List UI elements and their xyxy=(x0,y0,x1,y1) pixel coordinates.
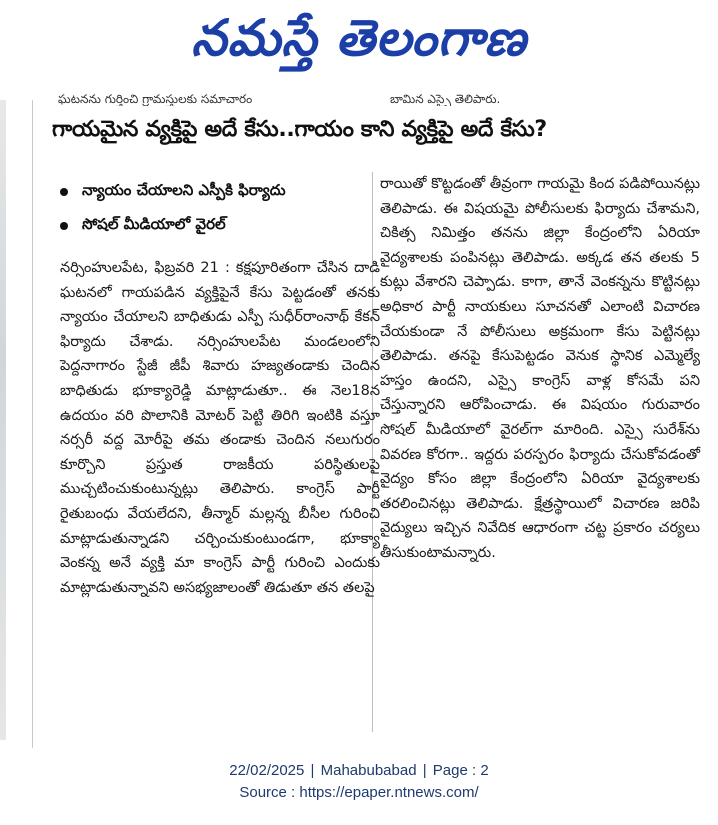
article-column-left xyxy=(60,256,380,600)
bullet-icon xyxy=(60,222,68,230)
footer xyxy=(0,760,718,804)
bullet-text: సోషల్ మీడియాలో వైరల్ xyxy=(82,215,226,233)
footer-date: 22/02/2025 xyxy=(229,762,305,779)
article-headline: గాయమైన వ్యక్తిపై అదే కేసు..గాయం కాని వ్యక్తిపై అదే కేసు? xyxy=(52,117,547,142)
cut-text-right: బామిన ఎస్సై తెలిపారు. xyxy=(390,92,501,106)
bullet-icon xyxy=(60,188,68,196)
bullet-item xyxy=(60,175,370,209)
article-column-right xyxy=(380,172,700,566)
footer-page: Page : 2 xyxy=(432,762,489,779)
cut-text-left: ఘటనను గుర్తించి గ్రామస్తులకు సమాచారం xyxy=(58,92,253,106)
footer-source[interactable]: Source : https://epaper.ntnews.com/ xyxy=(239,784,479,801)
footer-edition: Mahabubabad xyxy=(320,762,417,779)
newspaper-logo: నమస్తే తెలంగాణ xyxy=(191,9,527,67)
bullet-list xyxy=(60,175,370,243)
bullet-item xyxy=(60,209,370,243)
article-body-right: రాయితో కొట్టడంతో తీవ్రంగా గాయమై కింద పడిపోయినట్లు తెలిపాడు. ఈ విషయమై పోలీసులకు ఫిర్యాదు చేశామని, చికిత్స నిమిత్తం తనను జిల్లా కేంద్రంలోని ఏరియా వైద్యశాలకు పంపినట్లు తెలిపాడు. అక్కడ తన తలకు 5 కుట్లు వేశారని చెప్పాడు. కాగా, తానే వెంకన్నను కొట్టినట్లు అధికార పార్టీ నాయకులు సూచనతో ఎలాంటి విచారణ చేయకుండా నే పోలీసులు అక్రమంగా కేసు పెట్టినట్లు తెలిపాడు. తనపై కేసుపెట్టడం వెనుక స్థానిక ఎమ్మెల్యే హస్తం ఉందని, ఎస్సై కాంగ్రెస్ వాళ్ల కోసమే పని చేస్తున్నారని ఆరోపించాడు. ఈ విషయం గురువారం సోషల్ మీడియాలో వైరల్‌గా మారింది. ఎస్సై సురేశ్‌ను వివరణ కోరగా.. ఇద్దరు పరస్పరం ఫిర్యాదు చేసుకోవడంతో వైద్యం కోసం జిల్లా కేంద్రంలోని ఏరియా వైద్యశాలకు తరలించినట్లు తెలిపాడు. క్షేత్రస్థాయిలో విచారణ జరిపి వైద్యులు ఇచ్చిన నివేదిక ఆధారంగా చట్ట ప్రకారం చర్యలు తీసుకుంటామన్నారు. xyxy=(380,176,700,561)
bullet-text: న్యాయం చేయాలని ఎస్పీకి ఫిర్యాదు xyxy=(82,181,286,199)
masthead xyxy=(0,0,718,80)
page-edge xyxy=(0,100,6,740)
footer-line-1: 22/02/2025 | Mahabubabad | Page : 2 xyxy=(229,762,489,779)
article-body-left: నర్సింహులపేట, ఫిబ్రవరి 21 : కక్షపూరితంగా చేసిన దాడి ఘటనలో గాయపడిన వ్యక్తిపైనే కేసు పెట్టడంతో తనకు న్యాయం చేయాలని బాధితుడు ఎస్పీ సుధీర్‌రాంనాథ్ కేకన్ ఫిర్యాదు చేశాడు. నర్సింహులపేట మండలంలోని పెద్దనాగారం స్టేజీ జీపీ శివారు హజ్యతండాకు చెందిన బాధితుడు భూక్యారెడ్డి మాట్లాడుతూ.. ఈ నెల18న ఉదయం వరి పొలానికి మోటర్ పెట్టి తిరిగి ఇంటికి వస్తూ నర్సరీ వద్ద మోరీపై తమ తండాకు చెందిన నలుగురం కూర్చొని ప్రస్తుత రాజకీయ పరిస్థితులపై ముచ్చటించుకుంటున్నట్లు తెలిపారు. కాంగ్రెస్ పార్టీ రైతుబంధు వేయలేదని, తీన్మార్ మల్లన్న బీసీల గురించి మాట్లాడుతున్నాడని చర్చించుకుంటుండగా, భూక్యా వెంకన్న అనే వ్యక్తి మా కాంగ్రెస్ పార్టీ గురించి ఎందుకు మాట్లాడుతున్నావని అసభ్యజాలంతో తిడుతూ తన తలపై xyxy=(60,260,380,596)
